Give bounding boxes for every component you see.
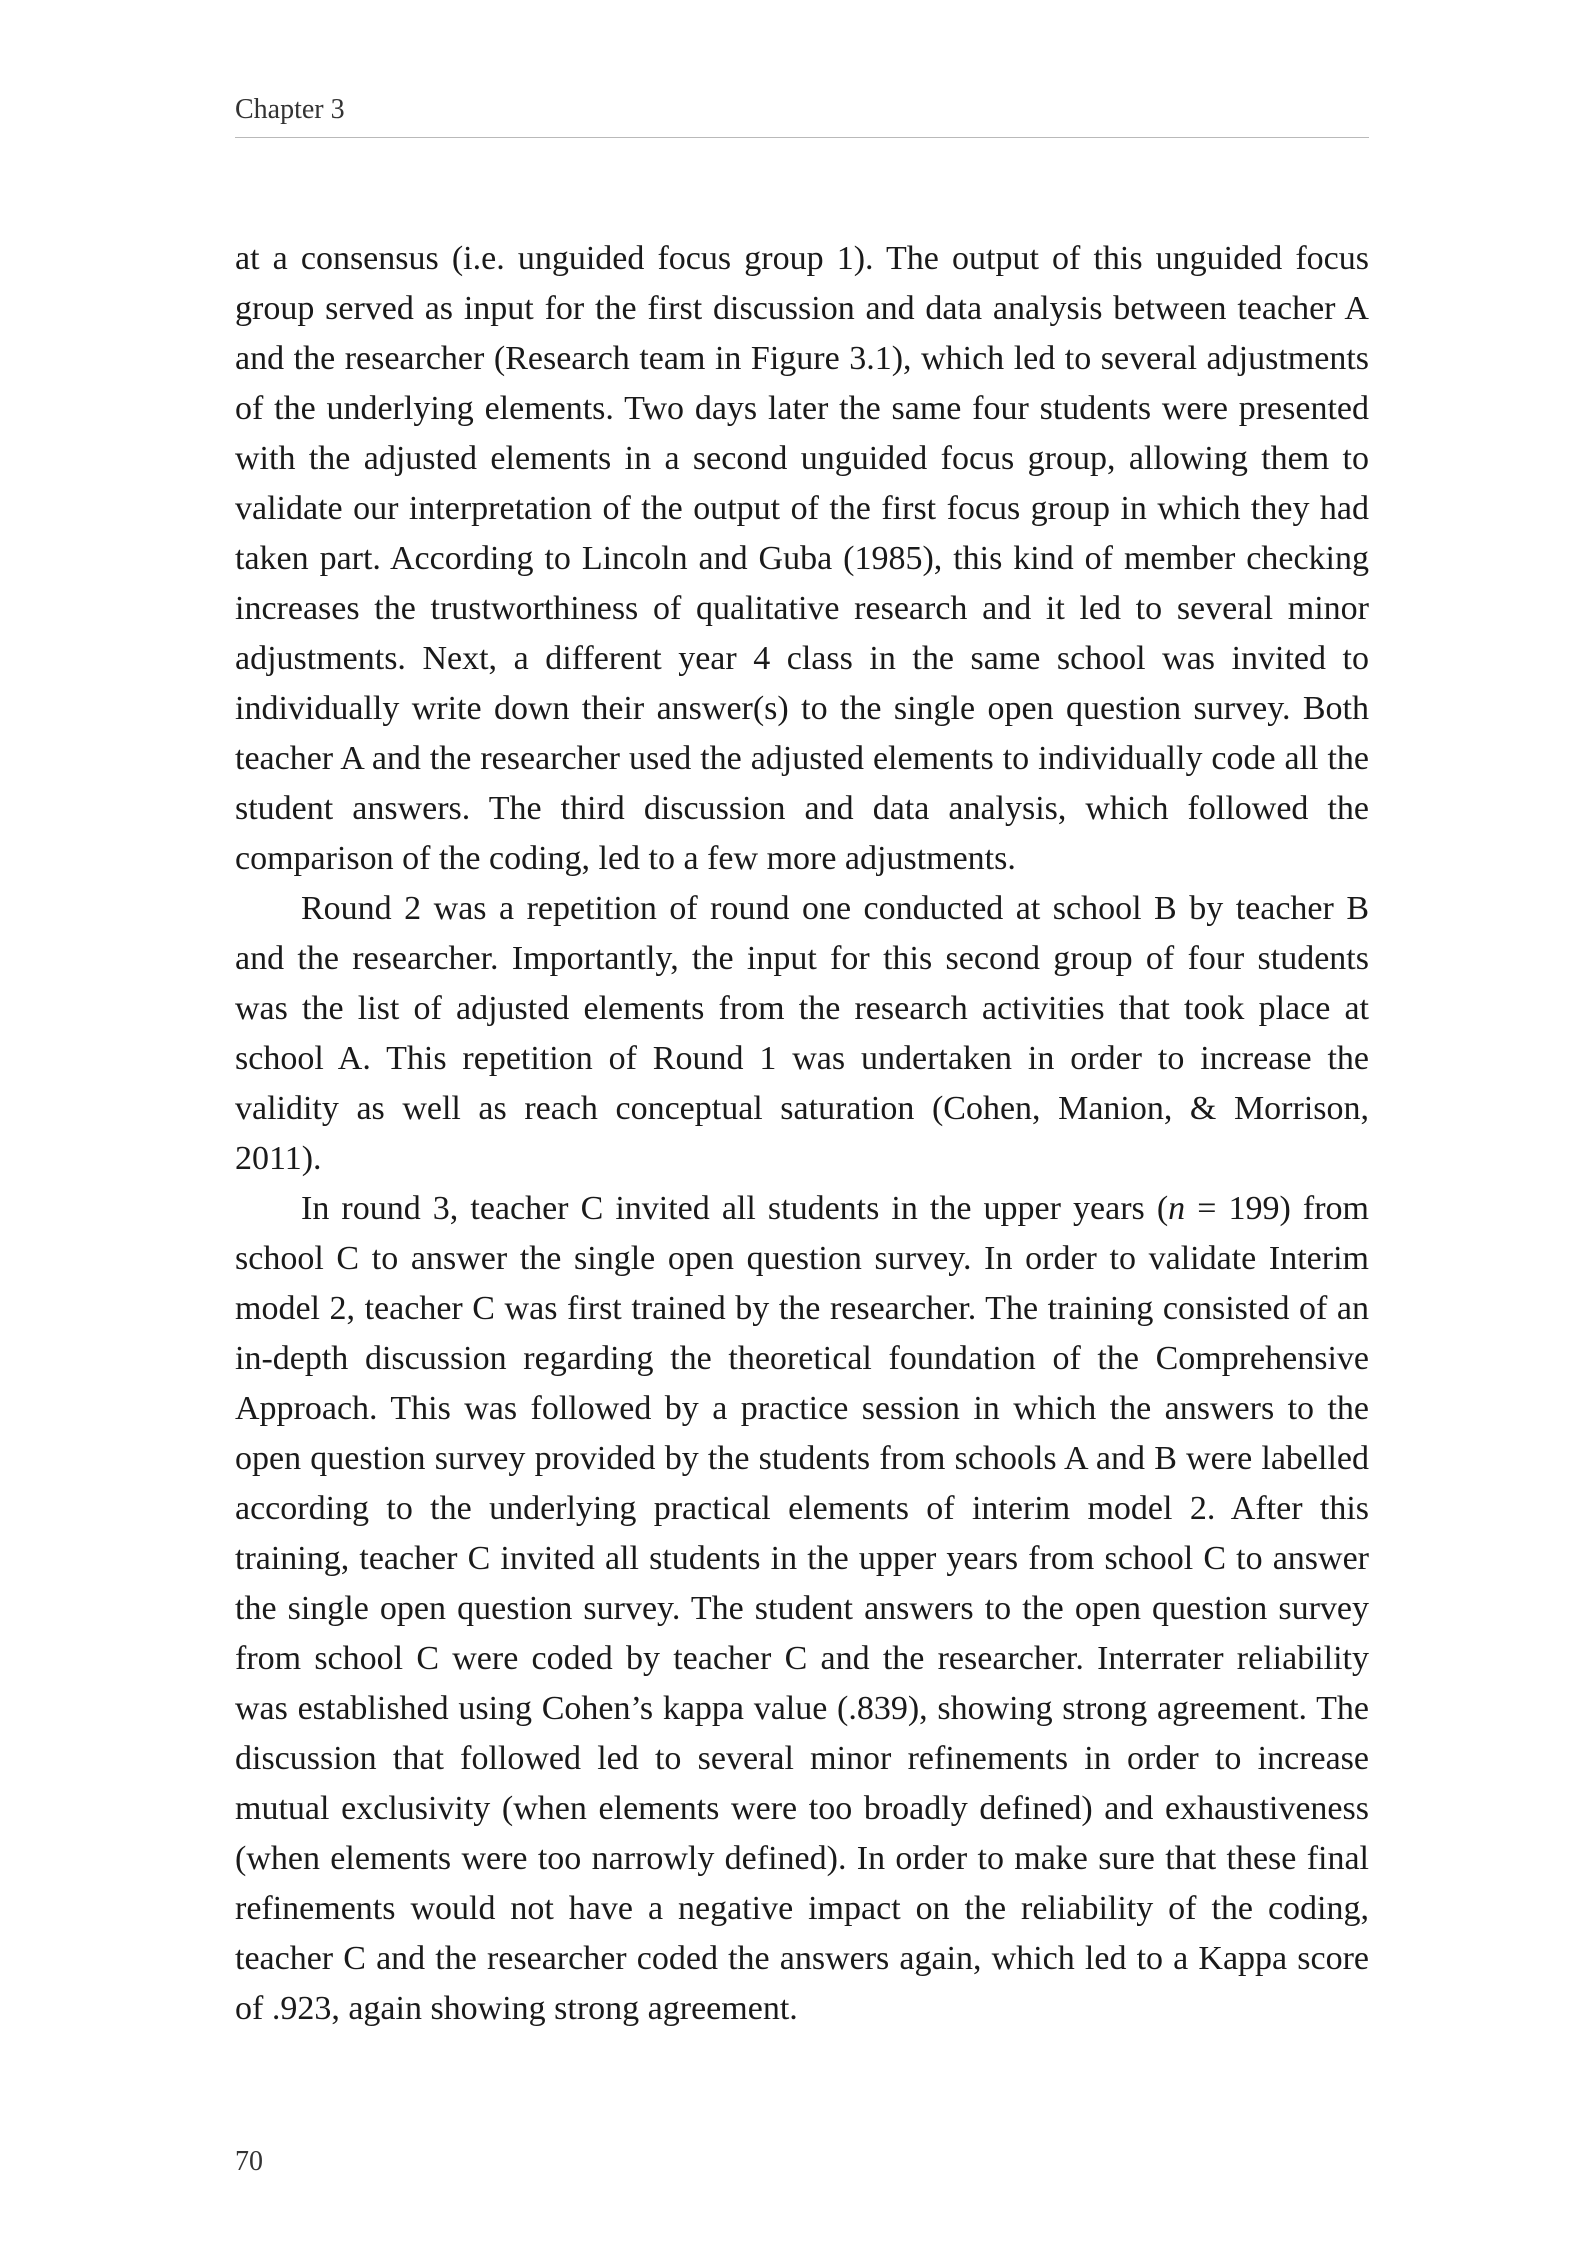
paragraph-3 <box>235 1184 1369 2034</box>
paragraph-2: Round 2 was a repetition of round one conducted at school B by teacher B and the researcher. Importantly, the input for this second group of four students was the list of adjusted elements from the research activities that took place at school A. This repetition of Round 1 was undertaken in order to increase the validity as well as reach conceptual saturation (Cohen, Manion, & Morrison, 2011). <box>235 890 1369 1177</box>
header-divider <box>235 137 1369 138</box>
running-header: Chapter 3 <box>235 94 345 125</box>
sample-size-symbol: n <box>1168 1190 1186 1227</box>
page-number: 70 <box>235 2146 263 2177</box>
paragraph-1: at a consensus (i.e. unguided focus group 1). The output of this unguided focus group served as input for the first discussion and data analysis between teacher A and the researcher (Research team in Figure 3.1), which led to several adjustments of the underlying elements. Two days later the same four students were presented with the adjusted elements in a second unguided focus group, allowing them to validate our interpretation of the output of the first focus group in which they had taken part. According to Lincoln and Guba (1985), this kind of member checking increases the trustworthiness of qualitative research and it led to several minor adjustments. Next, a different year 4 class in the same school was invited to individually write down their answer(s) to the single open question survey. Both teacher A and the researcher used the adjusted elements to individually code all the student answers. The third discussion and data analysis, which followed the comparison of the coding, led to a few more adjustments. <box>235 240 1369 877</box>
body-text <box>235 234 1369 2034</box>
paragraph-3-lead: In round 3, teacher C invited all students in the upper years ( <box>301 1190 1169 1227</box>
paragraph-3-rest: = 199) from school C to answer the single open question survey. In order to validate Interim model 2, teacher C was first trained by the researcher. The training consisted of an in-depth discussion regarding the theoretical foundation of the Comprehensive Approach. This was followed by a practice session in which the answers to the open question survey provided by the students from schools A and B were labelled according to the underlying practical elements of interim model 2. After this training, teacher C invited all students in the upper years from school C to answer the single open question survey. The student answers to the open question survey from school C were coded by teacher C and the researcher. Interrater reliability was established using Cohen’s kappa value (.839), showing strong agreement. The discussion that followed led to several minor refinements in order to increase mutual exclusivity (when elements were too broadly defined) and exhaustiveness (when elements were too narrowly defined). In order to make sure that these final refinements would not have a negative impact on the reliability of the coding, teacher C and the researcher coded the answers again, which led to a Kappa score of .923, again showing strong agreement. <box>235 1190 1369 2027</box>
